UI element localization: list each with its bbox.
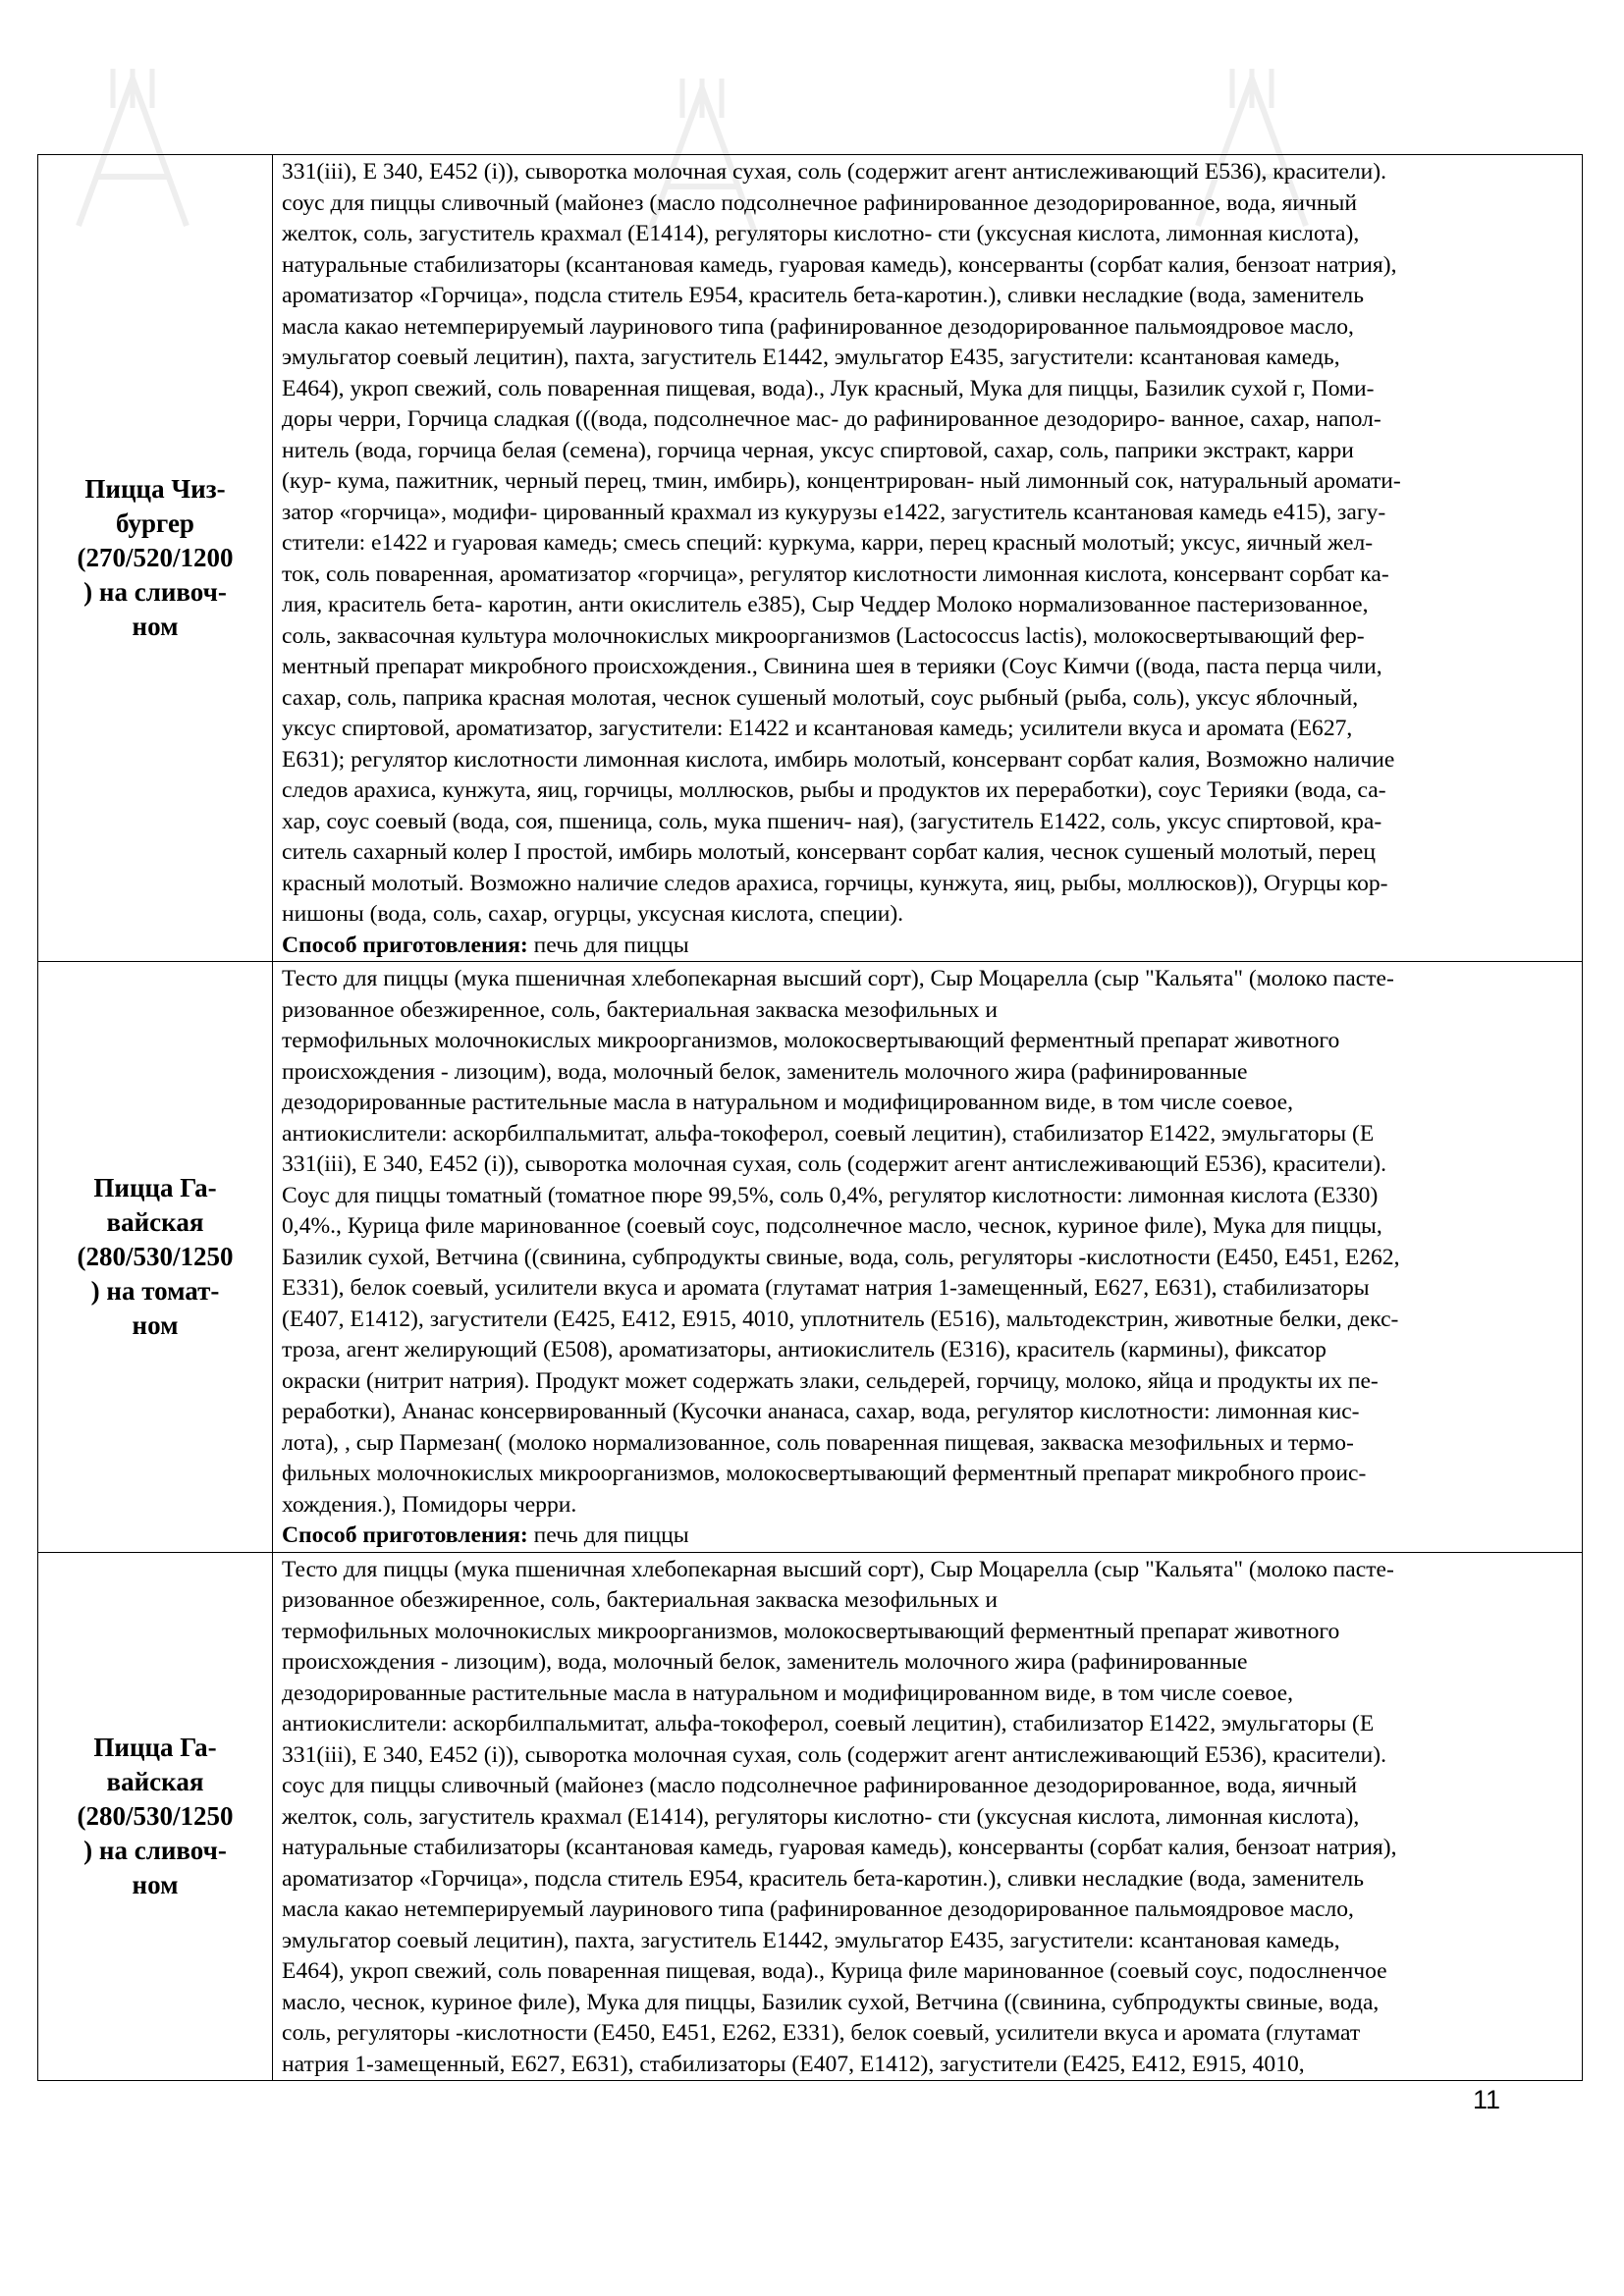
composition-line: 0,4%., Курица филе маринованное (соевый соус, подсолнечное масло, чеснок, куриное филе), Мука для пиццы, [282, 1213, 1382, 1239]
composition-line: стители: е1422 и гуаровая камедь; смесь специй: куркума, карри, перец красный молотый; уксус, яичный жел- [282, 530, 1374, 556]
composition-line: термофильных молочнокислых микроорганизмов, молокосвертывающий ферментный препарат животного [282, 1618, 1340, 1644]
composition-line: уксус спиртовой, ароматизатор, загустители: E1422 и ксантановая камедь; усилители вкуса и аромата (E627, [282, 716, 1353, 741]
composition-line: натуральные стабилизаторы (ксантановая камедь, гуаровая камедь), консерванты (сорбат калия, бензоат натрия), [282, 251, 1397, 278]
composition-line: (кур- кума, пажитник, черный перец, тмин, имбирь), концентрирован- ный лимонный сок, натуральный аромати- [282, 468, 1401, 494]
item-name-line: (270/520/1200 [77, 543, 234, 572]
composition-line: масла какао нетемперируемый лауринового типа (рафинированное дезодорированное пальмоядровое масло, [282, 313, 1354, 340]
composition-line: (E407, E1412), загустители (E425, E412, E915, 4010, уплотнитель (E516), мальтодекстрин, животные белки, декс- [282, 1306, 1399, 1332]
composition-line: происхождения - лизоцим), вода, молочный белок, заменитель молочного жира (рафинированные [282, 1058, 1248, 1085]
composition-line: соль, регуляторы -кислотности (E450, E451, E262, E331), белок соевый, усилители вкуса и аромата (глутамат [282, 2020, 1361, 2046]
composition-line: нишоны (вода, соль, сахар, огурцы, уксусная кислота, специи). [282, 901, 904, 927]
item-composition [273, 155, 1583, 962]
composition-line: происхождения - лизоцим), вода, молочный белок, заменитель молочного жира (рафинированные [282, 1649, 1248, 1675]
menu-item-row [38, 155, 1583, 962]
composition-line: масла какао нетемперируемый лауринового типа (рафинированное дезодорированное пальмоядровое масло, [282, 1896, 1354, 1922]
page-number: 11 [1473, 2085, 1501, 2114]
item-name-line: Пицца Га- [93, 1172, 217, 1202]
composition-line: E331), белок соевый, усилители вкуса и аромата (глутамат натрия 1-замещенный, E627, E631), стабилизаторы [282, 1275, 1370, 1301]
composition-line: лия, краситель бета- каротин, анти окислитель е385), Сыр Чеддер Молоко нормализованное пастеризованное, [282, 592, 1369, 617]
item-name [38, 962, 273, 1553]
composition-line: нитель (вода, горчица белая (семена), горчица черная, уксус спиртовой, сахар, соль, паприки экстракт, карри [282, 437, 1354, 463]
composition-line: антиокислители: аскорбилпальмитат, альфа-токоферол, соевый лецитин), стабилизатор E1422, эмульгаторы (E [282, 1711, 1375, 1736]
composition-line: соус для пиццы сливочный (майонез (масло подсолнечное рафинированное дезодорированное, вода, яичный [282, 1773, 1357, 1798]
composition-line: красный молотый. Возможно наличие следов арахиса, горчицы, кунжута, яиц, рыбы, моллюсков)), Огурцы кор- [282, 870, 1388, 896]
composition-line: E631); регулятор кислотности лимонная кислота, имбирь молотый, консервант сорбат калия, Возможно наличие [282, 746, 1395, 773]
composition-line: затор «горчица», модифи- цированный крахмал из кукурузы е1422, загуститель ксантановая камедь е415), загу- [282, 499, 1386, 525]
composition-line: 331(iii), E 340, E452 (i)), сыворотка молочная сухая, соль (содержит агент антислеживающий E536), красители). [282, 1741, 1387, 1768]
composition-line: 331(iii), E 340, E452 (i)), сыворотка молочная сухая, соль (содержит агент антислеживающий E536), красители). [282, 1151, 1387, 1177]
composition-line: Тесто для пиццы (мука пшеничная хлебопекарная высший сорт), Сыр Моцарелла (сыр "Кальята" (молоко пасте- [282, 966, 1394, 991]
composition-line: ароматизатор «Горчица», подсла ститель E954, краситель бета-каротин.), сливки несладкие (вода, заменитель [282, 283, 1364, 308]
cooking-method [282, 1521, 1574, 1552]
composition-line: антиокислители: аскорбилпальмитат, альфа-токоферол, соевый лецитин), стабилизатор E1422, эмульгаторы (E [282, 1120, 1375, 1147]
composition-line: натуральные стабилизаторы (ксантановая камедь, гуаровая камедь), консерванты (сорбат калия, бензоат натрия), [282, 1835, 1397, 1860]
composition-line: фильных молочнокислых микроорганизмов, молокосвертывающий ферментный препарат микробного проис- [282, 1461, 1367, 1486]
composition-line: термофильных молочнокислых микроорганизмов, молокосвертывающий ферментный препарат животного [282, 1028, 1340, 1053]
composition-line: хар, соус соевый (вода, соя, пшеница, соль, мука пшенич- ная), (загуститель E1422, соль, уксус спиртовой, кра- [282, 808, 1382, 834]
composition-line: Тесто для пиццы (мука пшеничная хлебопекарная высший сорт), Сыр Моцарелла (сыр "Кальята" (молоко пасте- [282, 1556, 1394, 1582]
menu-table [37, 154, 1583, 2081]
item-name-line: ) на сливоч- [83, 577, 227, 607]
composition-line: Соус для пиццы томатный (томатное пюре 99,5%, соль 0,4%, регулятор кислотности: лимонная кислота (E330) [282, 1182, 1379, 1208]
composition-line: E464), укроп свежий, соль поваренная пищевая, вода)., Лук красный, Мука для пиццы, Базилик сухой г, Поми- [282, 375, 1375, 401]
item-name-line: ном [132, 1869, 179, 1899]
menu-item-row [38, 962, 1583, 1553]
composition-line: натрия 1-замещенный, E627, E631), стабилизаторы (E407, E1412), загустители (E425, E412, E915, 4010, [282, 2051, 1305, 2077]
item-name-line: (280/530/1250 [77, 1800, 234, 1831]
composition-line: масло, чеснок, куриное филе), Мука для пиццы, Базилик сухой, Ветчина ((свинина, субпродукты свиные, вода, [282, 1989, 1380, 2015]
composition-line: 331(iii), E 340, E452 (i)), сыворотка молочная сухая, соль (содержит агент антислеживающий E536), красители). [282, 159, 1387, 185]
composition-line: доры черри, Горчица сладкая (((вода, подсолнечное мас- до рафинированное дезодориро- ванное, сахар, напол- [282, 406, 1381, 432]
composition-line: Базилик сухой, Ветчина ((свинина, субпродукты свиные, вода, соль, регуляторы -кислотности (E450, E451, E262, [282, 1244, 1400, 1270]
cooking-method-label: Способ приготовления: [282, 1522, 528, 1548]
composition-line: ризованное обезжиренное, соль, бактериальная закваска мезофильных и [282, 996, 998, 1023]
item-composition [273, 962, 1583, 1553]
item-name-line: Пицца Чиз- [84, 474, 226, 504]
item-name-line: Пицца Га- [93, 1732, 217, 1762]
composition-line: желток, соль, загуститель крахмал (E1414), регуляторы кислотно- сти (уксусная кислота, лимонная кислота), [282, 1803, 1360, 1830]
composition-line: следов арахиса, кунжута, яиц, горчицы, моллюсков, рыбы и продуктов их переработки), соус Терияки (вода, са- [282, 777, 1386, 803]
cooking-method [282, 931, 1574, 962]
composition-line: ментный препарат микробного происхождения., Свинина шея в терияки (Соус Кимчи ((вода, паста перца чили, [282, 654, 1382, 679]
composition-line: соус для пиццы сливочный (майонез (масло подсолнечное рафинированное дезодорированное, вода, яичный [282, 189, 1357, 216]
item-name-line: ) на сливоч- [83, 1835, 227, 1865]
composition-line: окраски (нитрит натрия). Продукт может содержать злаки, сельдерей, горчицу, молоко, яйца и продукты их пе- [282, 1367, 1379, 1394]
composition-line: троза, агент желирующий (E508), ароматизаторы, антиокислитель (E316), краситель (кармины), фиксатор [282, 1337, 1326, 1362]
cooking-method-value: печь для пиццы [527, 1522, 689, 1548]
composition-line: ситель сахарный колер I простой, имбирь молотый, консервант сорбат калия, чеснок сушеный молотый, перец [282, 839, 1377, 865]
item-name-line: ) на томат- [90, 1275, 220, 1306]
item-name [38, 155, 273, 962]
menu-item-row [38, 1552, 1583, 2081]
item-name-line: (280/530/1250 [77, 1241, 234, 1271]
item-name-line: вайская [106, 1206, 204, 1237]
composition-line: реработки), Ананас консервированный (Кусочки ананаса, сахар, вода, регулятор кислотности: лимонная кис- [282, 1399, 1360, 1424]
item-name-line: ном [132, 612, 179, 641]
composition-line: ризованное обезжиренное, соль, бактериальная закваска мезофильных и [282, 1587, 998, 1613]
item-composition [273, 1552, 1583, 2081]
item-name-line: бургер [116, 508, 194, 538]
composition-line: эмульгатор соевый лецитин), пахта, загуститель E1442, эмульгатор E435, загустители: ксантановая камедь, [282, 1927, 1340, 1953]
cooking-method-label: Способ приготовления: [282, 932, 528, 958]
item-name-line: вайская [106, 1766, 204, 1796]
item-name [38, 1552, 273, 2081]
cooking-method-value: печь для пиццы [527, 932, 689, 958]
composition-line: дезодорированные растительные масла в натуральном и модифицированном виде, в том числе соевое, [282, 1680, 1294, 1706]
menu-table-body [38, 155, 1583, 2081]
composition-line: эмульгатор соевый лецитин), пахта, загуститель E1442, эмульгатор E435, загустители: ксантановая камедь, [282, 345, 1340, 370]
composition-line: соль, заквасочная культура молочнокислых микроорганизмов (Lactococcus lactis), молокосвертывающий фер- [282, 622, 1365, 649]
item-name-line: ном [132, 1309, 179, 1340]
composition-line: E464), укроп свежий, соль поваренная пищевая, вода)., Курица филе маринованное (соевый соус, подослненчое [282, 1958, 1387, 1984]
composition-line: дезодорированные растительные масла в натуральном и модифицированном виде, в том числе соевое, [282, 1090, 1294, 1115]
composition-line: сахар, соль, паприка красная молотая, чеснок сушеный молотый, соус рыбный (рыба, соль), уксус яблочный, [282, 684, 1359, 711]
composition-line: ток, соль поваренная, ароматизатор «горчица», регулятор кислотности лимонная кислота, консервант сорбат ка- [282, 561, 1389, 587]
composition-line: хождения.), Помидоры черри. [282, 1491, 577, 1518]
composition-line: ароматизатор «Горчица», подсла ститель E954, краситель бета-каротин.), сливки несладкие (вода, заменитель [282, 1865, 1364, 1892]
composition-line: желток, соль, загуститель крахмал (E1414), регуляторы кислотно- сти (уксусная кислота, лимонная кислота), [282, 221, 1360, 246]
composition-line: лота), , сыр Пармезан( (молоко нормализованное, соль поваренная пищевая, закваска мезофильных и термо- [282, 1429, 1354, 1456]
